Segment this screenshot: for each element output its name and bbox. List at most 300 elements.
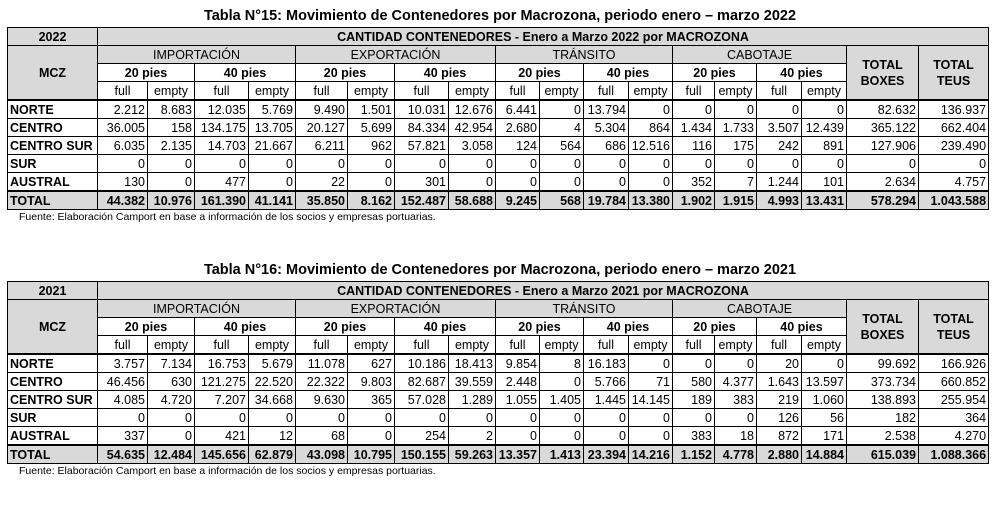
table-cell: 0 bbox=[348, 409, 395, 427]
table-cell: 6.211 bbox=[296, 137, 348, 155]
table-cell: 56 bbox=[802, 409, 847, 427]
table-cell: 1.289 bbox=[449, 391, 496, 409]
table-cell: 7.134 bbox=[148, 354, 195, 373]
table-cell: 8.683 bbox=[148, 100, 195, 119]
year-cell: 2022 bbox=[8, 28, 98, 46]
table-cell: 0 bbox=[715, 155, 757, 173]
header-row-groups bbox=[8, 46, 989, 64]
table-cell: 11.078 bbox=[296, 354, 348, 373]
table-cell: 22 bbox=[296, 173, 348, 192]
table-row bbox=[8, 173, 989, 192]
table-cell: 1.445 bbox=[584, 391, 629, 409]
table-cell: 254 bbox=[395, 427, 449, 446]
table-cell: 2.135 bbox=[148, 137, 195, 155]
row-label: NORTE bbox=[8, 100, 98, 119]
total-cell: 13.357 bbox=[496, 445, 540, 464]
total-cell: 1.902 bbox=[673, 191, 715, 210]
type-header: full bbox=[98, 336, 148, 355]
table-source: Fuente: Elaboración Camport en base a información de los socios y empresas portuarias. bbox=[19, 465, 436, 477]
total-cell: 568 bbox=[540, 191, 584, 210]
table-cell: 136.937 bbox=[919, 100, 989, 119]
total-cell: 59.263 bbox=[449, 445, 496, 464]
table-cell: 9.630 bbox=[296, 391, 348, 409]
total-cell: 1.043.588 bbox=[919, 191, 989, 210]
table-cell: 564 bbox=[540, 137, 584, 155]
table-cell: 34.668 bbox=[249, 391, 296, 409]
table-cell: 116 bbox=[673, 137, 715, 155]
table-cell: 0 bbox=[673, 409, 715, 427]
size-header: 20 pies bbox=[98, 64, 195, 82]
table-cell: 0 bbox=[249, 409, 296, 427]
mcz-header: MCZ bbox=[8, 300, 98, 355]
year-cell: 2021 bbox=[8, 282, 98, 300]
type-header: empty bbox=[715, 82, 757, 101]
total-cell: 161.390 bbox=[195, 191, 249, 210]
type-header: empty bbox=[148, 336, 195, 355]
table-cell: 18 bbox=[715, 427, 757, 446]
type-header: empty bbox=[449, 336, 496, 355]
row-label: CENTRO SUR bbox=[8, 137, 98, 155]
table-cell: 0 bbox=[847, 155, 919, 173]
total-label: TOTAL bbox=[8, 191, 98, 210]
total-cell: 23.394 bbox=[584, 445, 629, 464]
table-cell: 301 bbox=[395, 173, 449, 192]
table-cell: 82.687 bbox=[395, 373, 449, 391]
table-cell: 0 bbox=[449, 173, 496, 192]
table-source: Fuente: Elaboración Camport en base a información de los socios y empresas portuarias. bbox=[19, 211, 436, 223]
table-cell: 0 bbox=[496, 427, 540, 446]
type-header: empty bbox=[629, 336, 673, 355]
table-cell: 9.854 bbox=[496, 354, 540, 373]
table-cell: 1.643 bbox=[757, 373, 802, 391]
total-cell: 10.976 bbox=[148, 191, 195, 210]
container-table bbox=[7, 27, 989, 210]
table-cell: 383 bbox=[715, 391, 757, 409]
type-header: empty bbox=[802, 336, 847, 355]
table-cell: 0 bbox=[673, 354, 715, 373]
total-label: TOTAL bbox=[8, 445, 98, 464]
table-cell: 3.757 bbox=[98, 354, 148, 373]
table-cell: 16.183 bbox=[584, 354, 629, 373]
type-header: empty bbox=[348, 336, 395, 355]
type-header: empty bbox=[449, 82, 496, 101]
table-cell: 4.377 bbox=[715, 373, 757, 391]
total-cell: 8.162 bbox=[348, 191, 395, 210]
size-header: 40 pies bbox=[395, 318, 496, 336]
table-cell: 383 bbox=[673, 427, 715, 446]
table-cell: 22.520 bbox=[249, 373, 296, 391]
table-cell: 2.538 bbox=[847, 427, 919, 446]
table-cell: 0 bbox=[296, 409, 348, 427]
total-cell: 578.294 bbox=[847, 191, 919, 210]
group-header: EXPORTACIÓN bbox=[296, 300, 496, 318]
table-cell: 0 bbox=[148, 173, 195, 192]
table-cell: 16.753 bbox=[195, 354, 249, 373]
table-cell: 6.035 bbox=[98, 137, 148, 155]
table-row bbox=[8, 137, 989, 155]
table-block-2022 bbox=[7, 5, 989, 224]
size-header: 20 pies bbox=[296, 64, 395, 82]
table-cell: 5.769 bbox=[249, 100, 296, 119]
table-cell: 0 bbox=[629, 155, 673, 173]
group-header: IMPORTACIÓN bbox=[98, 300, 296, 318]
total-cell: 1.088.366 bbox=[919, 445, 989, 464]
table-cell: 0 bbox=[584, 409, 629, 427]
type-header: full bbox=[98, 82, 148, 101]
table-cell: 580 bbox=[673, 373, 715, 391]
table-cell: 0 bbox=[802, 100, 847, 119]
table-row bbox=[8, 155, 989, 173]
table-row bbox=[8, 409, 989, 427]
table-cell: 10.031 bbox=[395, 100, 449, 119]
table-row bbox=[8, 119, 989, 137]
table-cell: 3.507 bbox=[757, 119, 802, 137]
row-label: NORTE bbox=[8, 354, 98, 373]
table-cell: 255.954 bbox=[919, 391, 989, 409]
total-cell: 44.382 bbox=[98, 191, 148, 210]
table-cell: 1.501 bbox=[348, 100, 395, 119]
type-header: empty bbox=[540, 82, 584, 101]
table-cell: 5.766 bbox=[584, 373, 629, 391]
table-cell: 0 bbox=[348, 173, 395, 192]
table-cell: 1.434 bbox=[673, 119, 715, 137]
table-title: Tabla N°16: Movimiento de Contenedores por Macrozona, periodo enero – marzo 2021 bbox=[203, 262, 797, 278]
table-cell: 0 bbox=[629, 173, 673, 192]
table-cell: 57.028 bbox=[395, 391, 449, 409]
table-cell: 962 bbox=[348, 137, 395, 155]
table-cell: 7.207 bbox=[195, 391, 249, 409]
type-header: full bbox=[584, 336, 629, 355]
total-cell: 2.880 bbox=[757, 445, 802, 464]
table-cell: 242 bbox=[757, 137, 802, 155]
total-cell: 1.915 bbox=[715, 191, 757, 210]
table-cell: 477 bbox=[195, 173, 249, 192]
row-label: CENTRO bbox=[8, 373, 98, 391]
table-cell: 0 bbox=[496, 173, 540, 192]
table-cell: 1.055 bbox=[496, 391, 540, 409]
table-row bbox=[8, 427, 989, 446]
table-cell: 158 bbox=[148, 119, 195, 137]
table-cell: 4.270 bbox=[919, 427, 989, 446]
total-cell: 62.879 bbox=[249, 445, 296, 464]
type-header: empty bbox=[249, 336, 296, 355]
header-row-types bbox=[8, 336, 989, 355]
table-title: Tabla N°15: Movimiento de Contenedores por Macrozona, periodo enero – marzo 2022 bbox=[203, 8, 797, 24]
table-cell: 0 bbox=[757, 100, 802, 119]
table-cell: 171 bbox=[802, 427, 847, 446]
table-cell: 0 bbox=[195, 409, 249, 427]
table-cell: 68 bbox=[296, 427, 348, 446]
type-header: full bbox=[584, 82, 629, 101]
table-cell: 2.212 bbox=[98, 100, 148, 119]
table-cell: 0 bbox=[395, 409, 449, 427]
table-cell: 121.275 bbox=[195, 373, 249, 391]
table-cell: 84.334 bbox=[395, 119, 449, 137]
type-header: full bbox=[496, 336, 540, 355]
row-label: AUSTRAL bbox=[8, 427, 98, 446]
row-label: SUR bbox=[8, 155, 98, 173]
table-row bbox=[8, 373, 989, 391]
table-cell: 0 bbox=[540, 427, 584, 446]
table-row bbox=[8, 100, 989, 119]
table-cell: 20 bbox=[757, 354, 802, 373]
table-cell: 0 bbox=[673, 155, 715, 173]
total-cell: 14.884 bbox=[802, 445, 847, 464]
table-cell: 5.304 bbox=[584, 119, 629, 137]
total-cell: 152.487 bbox=[395, 191, 449, 210]
table-cell: 219 bbox=[757, 391, 802, 409]
table-cell: 99.692 bbox=[847, 354, 919, 373]
table-cell: 0 bbox=[496, 155, 540, 173]
type-header: full bbox=[195, 336, 249, 355]
table-cell: 0 bbox=[715, 100, 757, 119]
total-cell: 615.039 bbox=[847, 445, 919, 464]
total-cell: 4.993 bbox=[757, 191, 802, 210]
table-cell: 0 bbox=[584, 427, 629, 446]
size-header: 20 pies bbox=[673, 318, 757, 336]
table-cell: 4.085 bbox=[98, 391, 148, 409]
table-cell: 0 bbox=[98, 155, 148, 173]
mcz-header: MCZ bbox=[8, 46, 98, 101]
type-header: full bbox=[757, 82, 802, 101]
table-row bbox=[8, 354, 989, 373]
table-cell: 12.516 bbox=[629, 137, 673, 155]
table-cell: 71 bbox=[629, 373, 673, 391]
total-cell: 14.216 bbox=[629, 445, 673, 464]
table-cell: 7 bbox=[715, 173, 757, 192]
size-header: 40 pies bbox=[584, 64, 673, 82]
table-cell: 13.705 bbox=[249, 119, 296, 137]
type-header: empty bbox=[249, 82, 296, 101]
size-header: 40 pies bbox=[195, 318, 296, 336]
size-header: 20 pies bbox=[673, 64, 757, 82]
table-cell: 2 bbox=[449, 427, 496, 446]
table-cell: 337 bbox=[98, 427, 148, 446]
total-cell: 43.098 bbox=[296, 445, 348, 464]
header-row-caption bbox=[8, 28, 989, 46]
row-label: SUR bbox=[8, 409, 98, 427]
table-cell: 0 bbox=[249, 173, 296, 192]
total-cell: 41.141 bbox=[249, 191, 296, 210]
table-cell: 13.794 bbox=[584, 100, 629, 119]
total-cell: 58.688 bbox=[449, 191, 496, 210]
group-header: TRÁNSITO bbox=[496, 300, 673, 318]
table-cell: 12 bbox=[249, 427, 296, 446]
table-cell: 686 bbox=[584, 137, 629, 155]
table-cell: 42.954 bbox=[449, 119, 496, 137]
header-row-sizes bbox=[8, 64, 989, 82]
table-cell: 630 bbox=[148, 373, 195, 391]
table-cell: 0 bbox=[540, 409, 584, 427]
table-cell: 2.634 bbox=[847, 173, 919, 192]
size-header: 20 pies bbox=[496, 318, 584, 336]
total-cell: 12.484 bbox=[148, 445, 195, 464]
group-header: IMPORTACIÓN bbox=[98, 46, 296, 64]
total-cell: 13.431 bbox=[802, 191, 847, 210]
type-header: full bbox=[673, 82, 715, 101]
group-header: TRÁNSITO bbox=[496, 46, 673, 64]
type-header: full bbox=[757, 336, 802, 355]
table-cell: 138.893 bbox=[847, 391, 919, 409]
table-cell: 421 bbox=[195, 427, 249, 446]
total-cell: 35.850 bbox=[296, 191, 348, 210]
table-cell: 5.679 bbox=[249, 354, 296, 373]
table-cell: 189 bbox=[673, 391, 715, 409]
size-header: 40 pies bbox=[584, 318, 673, 336]
table-cell: 373.734 bbox=[847, 373, 919, 391]
header-row-groups bbox=[8, 300, 989, 318]
type-header: full bbox=[195, 82, 249, 101]
type-header: empty bbox=[629, 82, 673, 101]
table-cell: 36.005 bbox=[98, 119, 148, 137]
size-header: 20 pies bbox=[98, 318, 195, 336]
table-cell: 175 bbox=[715, 137, 757, 155]
table-cell: 166.926 bbox=[919, 354, 989, 373]
table-cell: 39.559 bbox=[449, 373, 496, 391]
size-header: 40 pies bbox=[395, 64, 496, 82]
type-header: full bbox=[296, 82, 348, 101]
table-cell: 0 bbox=[584, 155, 629, 173]
table-cell: 10.186 bbox=[395, 354, 449, 373]
table-cell: 627 bbox=[348, 354, 395, 373]
total-cell: 145.656 bbox=[195, 445, 249, 464]
header-row-caption bbox=[8, 282, 989, 300]
type-header: full bbox=[496, 82, 540, 101]
table-cell: 1.733 bbox=[715, 119, 757, 137]
type-header: full bbox=[395, 336, 449, 355]
table-cell: 9.490 bbox=[296, 100, 348, 119]
table-cell: 18.413 bbox=[449, 354, 496, 373]
type-header: empty bbox=[715, 336, 757, 355]
total-cell: 1.413 bbox=[540, 445, 584, 464]
table-cell: 13.597 bbox=[802, 373, 847, 391]
table-cell: 0 bbox=[629, 100, 673, 119]
table-cell: 891 bbox=[802, 137, 847, 155]
type-header: empty bbox=[148, 82, 195, 101]
total-row bbox=[8, 445, 989, 464]
table-cell: 0 bbox=[629, 354, 673, 373]
table-cell: 0 bbox=[540, 155, 584, 173]
table-cell: 127.906 bbox=[847, 137, 919, 155]
caption-cell: CANTIDAD CONTENEDORES - Enero a Marzo 2021 por MACROZONA bbox=[98, 282, 989, 300]
container-table bbox=[7, 281, 989, 464]
table-cell: 2.448 bbox=[496, 373, 540, 391]
total-cell: 54.635 bbox=[98, 445, 148, 464]
type-header: empty bbox=[348, 82, 395, 101]
table-cell: 46.456 bbox=[98, 373, 148, 391]
table-cell: 662.404 bbox=[919, 119, 989, 137]
table-cell: 0 bbox=[148, 427, 195, 446]
table-cell: 0 bbox=[296, 155, 348, 173]
table-cell: 0 bbox=[395, 155, 449, 173]
table-cell: 12.676 bbox=[449, 100, 496, 119]
table-cell: 0 bbox=[348, 427, 395, 446]
table-cell: 365.122 bbox=[847, 119, 919, 137]
table-cell: 0 bbox=[98, 409, 148, 427]
table-cell: 9.803 bbox=[348, 373, 395, 391]
total-cell: 9.245 bbox=[496, 191, 540, 210]
table-cell: 22.322 bbox=[296, 373, 348, 391]
size-header: 20 pies bbox=[496, 64, 584, 82]
total-cell: 10.795 bbox=[348, 445, 395, 464]
type-header: full bbox=[395, 82, 449, 101]
table-cell: 0 bbox=[148, 155, 195, 173]
table-cell: 182 bbox=[847, 409, 919, 427]
table-block-2021 bbox=[7, 259, 989, 478]
table-cell: 0 bbox=[673, 100, 715, 119]
type-header: empty bbox=[540, 336, 584, 355]
table-cell: 57.821 bbox=[395, 137, 449, 155]
table-cell: 0 bbox=[449, 155, 496, 173]
table-cell: 0 bbox=[348, 155, 395, 173]
table-cell: 0 bbox=[249, 155, 296, 173]
total-teus-header: TOTAL TEUS bbox=[919, 46, 989, 101]
header-row-types bbox=[8, 82, 989, 101]
row-label: AUSTRAL bbox=[8, 173, 98, 192]
table-cell: 0 bbox=[629, 409, 673, 427]
table-cell: 0 bbox=[715, 409, 757, 427]
group-header: CABOTAJE bbox=[673, 300, 847, 318]
table-cell: 21.667 bbox=[249, 137, 296, 155]
table-cell: 365 bbox=[348, 391, 395, 409]
table-cell: 130 bbox=[98, 173, 148, 192]
table-row bbox=[8, 391, 989, 409]
total-cell: 19.784 bbox=[584, 191, 629, 210]
table-cell: 0 bbox=[540, 100, 584, 119]
table-cell: 1.405 bbox=[540, 391, 584, 409]
table-cell: 864 bbox=[629, 119, 673, 137]
group-header: CABOTAJE bbox=[673, 46, 847, 64]
size-header: 40 pies bbox=[195, 64, 296, 82]
table-cell: 0 bbox=[195, 155, 249, 173]
table-cell: 0 bbox=[919, 155, 989, 173]
total-cell: 13.380 bbox=[629, 191, 673, 210]
caption-cell: CANTIDAD CONTENEDORES - Enero a Marzo 2022 por MACROZONA bbox=[98, 28, 989, 46]
total-cell: 4.778 bbox=[715, 445, 757, 464]
table-cell: 0 bbox=[496, 409, 540, 427]
table-cell: 12.439 bbox=[802, 119, 847, 137]
table-cell: 239.490 bbox=[919, 137, 989, 155]
table-cell: 4.757 bbox=[919, 173, 989, 192]
total-boxes-header: TOTAL BOXES bbox=[847, 46, 919, 101]
table-cell: 660.852 bbox=[919, 373, 989, 391]
type-header: empty bbox=[802, 82, 847, 101]
table-cell: 0 bbox=[757, 155, 802, 173]
table-cell: 0 bbox=[540, 373, 584, 391]
table-cell: 4 bbox=[540, 119, 584, 137]
row-label: CENTRO bbox=[8, 119, 98, 137]
table-cell: 124 bbox=[496, 137, 540, 155]
total-row bbox=[8, 191, 989, 210]
table-cell: 14.703 bbox=[195, 137, 249, 155]
size-header: 40 pies bbox=[757, 64, 847, 82]
table-cell: 0 bbox=[584, 173, 629, 192]
group-header: EXPORTACIÓN bbox=[296, 46, 496, 64]
table-cell: 126 bbox=[757, 409, 802, 427]
table-cell: 5.699 bbox=[348, 119, 395, 137]
size-header: 40 pies bbox=[757, 318, 847, 336]
table-cell: 1.244 bbox=[757, 173, 802, 192]
table-cell: 3.058 bbox=[449, 137, 496, 155]
table-cell: 2.680 bbox=[496, 119, 540, 137]
table-cell: 0 bbox=[148, 409, 195, 427]
table-cell: 0 bbox=[449, 409, 496, 427]
table-cell: 872 bbox=[757, 427, 802, 446]
total-cell: 1.152 bbox=[673, 445, 715, 464]
table-cell: 20.127 bbox=[296, 119, 348, 137]
table-cell: 0 bbox=[715, 354, 757, 373]
type-header: full bbox=[673, 336, 715, 355]
